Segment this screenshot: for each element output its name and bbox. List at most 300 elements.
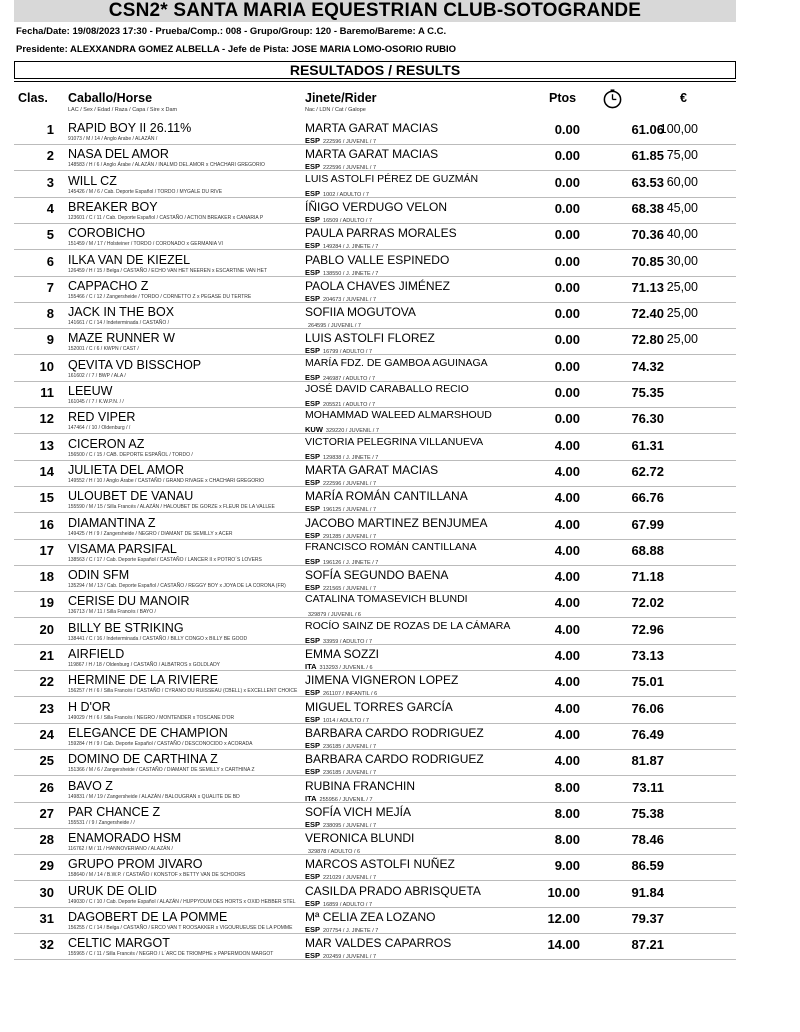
rider-license: 261107 / INFANTIL / 6 <box>323 691 378 698</box>
table-row <box>0 172 800 198</box>
rider-license: 33959 / ADULTO / 7 <box>323 638 373 645</box>
rider-nationality: ESP <box>305 635 321 645</box>
rider-nationality: ITA <box>305 662 317 671</box>
horse-name: RED VIPER <box>68 410 136 425</box>
rank: 31 <box>39 911 54 926</box>
table-row <box>0 908 800 934</box>
rider-nationality: ESP <box>305 504 321 514</box>
col-header-clas: Clas. <box>18 91 48 105</box>
table-row <box>0 435 800 461</box>
rider-nationality: ESP <box>305 399 321 408</box>
points: 4.00 <box>554 726 580 742</box>
rank: 2 <box>46 148 54 164</box>
rider-license: 16509 / ADULTO / 7 <box>323 217 373 224</box>
table-row <box>0 619 800 645</box>
rider-name: ROCÍO SAINZ DE ROZAS DE LA CÁMARA <box>305 619 511 632</box>
rider-name: BARBARA CARDO RODRIGUEZ <box>305 752 484 767</box>
rank: 20 <box>39 621 54 637</box>
rank: 18 <box>39 569 54 585</box>
rider-nationality: ESP <box>305 267 321 277</box>
table-row <box>0 592 800 618</box>
rider-nationality: ESP <box>305 583 321 593</box>
time: 72.80 <box>631 332 664 348</box>
time: 70.36 <box>631 227 664 243</box>
table-row <box>0 356 800 382</box>
rider-name: JACOBO MARTINEZ BENJUMEA <box>305 515 488 530</box>
time: 81.87 <box>631 753 664 769</box>
rank: 32 <box>39 937 54 953</box>
points: 4.00 <box>554 753 580 769</box>
rank: 22 <box>39 674 54 690</box>
table-row <box>0 540 800 566</box>
rider-name: FRANCISCO ROMÁN CANTILLANA <box>305 540 477 553</box>
horse-name: H D'OR <box>68 699 111 714</box>
points: 0.00 <box>554 358 580 374</box>
rider-nationality: ESP <box>305 951 321 961</box>
rank: 26 <box>39 779 54 795</box>
table-row <box>0 750 800 776</box>
prize-money: 45,00 <box>666 200 698 215</box>
horse-details: 149831 / M / 19 / Zangersheide / ALAZÁN / BALOUGRAN x QUALITE DE BD <box>68 793 240 800</box>
time: 72.96 <box>631 621 664 637</box>
time: 75.38 <box>631 805 664 821</box>
points: 9.00 <box>554 858 580 874</box>
rider-name: SOFÍA SEGUNDO BAENA <box>305 568 449 583</box>
rider-name: ÍÑIGO VERDUGO VELON <box>305 199 448 214</box>
rider-name: PAOLA CHAVES JIMÉNEZ <box>305 278 450 293</box>
horse-name: ILKA VAN DE KIEZEL <box>68 252 191 267</box>
time: 66.76 <box>631 490 664 506</box>
rider-license: 204673 / JUVENIL / 7 <box>323 296 377 303</box>
rank: 4 <box>46 200 54 216</box>
rank: 30 <box>39 884 54 900</box>
horse-name: GRUPO PROM JIVARO <box>68 857 203 872</box>
table-row <box>0 329 800 355</box>
horse-details: 91073 / M / 14 / Anglo Arabe / ALAZÁN / <box>68 136 158 142</box>
table-row <box>0 566 800 592</box>
prize-money: 30,00 <box>666 253 698 268</box>
rider-nationality: ESP <box>305 688 321 698</box>
horse-details: 155466 / C / 12 / Zangersheide / TORDO / CORNETTO Z x PEGASE DU TERTRE <box>68 293 252 300</box>
points: 4.00 <box>554 516 580 532</box>
rank: 19 <box>39 595 54 611</box>
rider-name: MARCOS ASTOLFI NUÑEZ <box>305 857 455 872</box>
rider-license: 329878 / ADULTO / 6 <box>308 849 361 856</box>
rider-license: 222596 / JUVENIL / 7 <box>323 165 377 172</box>
table-row <box>0 145 800 171</box>
rider-nationality: ESP <box>305 740 321 750</box>
points: 10.00 <box>547 884 580 900</box>
points: 4.00 <box>554 437 580 453</box>
horse-details: 159284 / H / 9 / Cab. Deporte Español / CASTAÑO / DESCONOCIDO x ACORADA <box>68 740 253 747</box>
rank: 17 <box>39 542 54 558</box>
rider-license: 196125 / JUVENIL / 7 <box>323 507 377 514</box>
rider-license: 149284 / J. JINETE / 7 <box>323 244 379 251</box>
points: 4.00 <box>554 595 580 611</box>
rider-name: RUBINA FRANCHIN <box>305 778 416 793</box>
rider-license: 329220 / JUVENIL / 7 <box>325 428 379 435</box>
officials-info: Presidente: ALEXXANDRA GOMEZ ALBELLA - Jefe de Pista: JOSE MARIA LOMO-OSORIO RUBIO <box>16 44 457 55</box>
rider-name: EMMA SOZZI <box>305 647 380 661</box>
rank: 13 <box>39 437 54 453</box>
horse-details: 145426 / M / 6 / Cab. Deporte Español / TORDO / MYGALE DU RIVE <box>68 188 223 195</box>
horse-details: 149030 / C / 10 / Cab. Deporte Español / ALAZÁN / HUPPYDUM DES HORTS x OXID HEBBER STEL <box>68 898 296 905</box>
rider-license: 1014 / ADULTO / 7 <box>323 717 369 724</box>
horse-name: URUK DE OLID <box>68 883 157 898</box>
prize-money: 40,00 <box>666 227 698 242</box>
points: 8.00 <box>554 805 580 821</box>
rank: 27 <box>39 805 54 821</box>
horse-details: 161602 / / 7 / BWP / ALA / <box>68 372 126 379</box>
rider-name: LUIS ASTOLFI PÉREZ DE GUZMÁN <box>305 172 479 185</box>
rider-name: CASILDA PRADO ABRISQUETA <box>305 883 481 898</box>
horse-details: 138441 / C / 16 / Indeterminada / CASTAÑO / BILLY CONGO x BILLY BE GOOD <box>68 635 248 642</box>
time: 76.30 <box>631 411 664 427</box>
rider-name: PABLO VALLE ESPINEDO <box>305 252 450 267</box>
table-row <box>0 251 800 277</box>
rider-name: PAULA PARRAS MORALES <box>305 226 457 241</box>
rider-license: 313293 / JUVENIL / 6 <box>319 665 373 671</box>
rider-nationality: ESP <box>305 241 321 251</box>
horse-name: LEEUW <box>68 384 113 398</box>
rider-license: 202459 / JUVENIL / 7 <box>323 954 377 961</box>
rank: 1 <box>46 122 54 137</box>
rider-name: MARTA GARAT MACIAS <box>305 121 439 135</box>
rider-license: 1002 / ADULTO / 7 <box>323 191 369 198</box>
horse-details: 147464 / / 10 / Oldenburg / / <box>68 425 131 432</box>
rider-nationality: ESP <box>305 293 321 303</box>
rider-license: 246987 / ADULTO / 7 <box>323 375 376 382</box>
time: 68.38 <box>631 200 664 216</box>
rider-name: MARÍA ROMÁN CANTILLANA <box>305 489 468 504</box>
points: 0.00 <box>554 306 580 322</box>
rider-license: 222596 / JUVENIL / 7 <box>323 139 377 145</box>
points: 4.00 <box>554 674 580 690</box>
rider-nationality: ESP <box>305 477 321 487</box>
horse-details: 123601 / C / 11 / Cab. Deporte Español / CASTAÑO / ACTION BREAKER x CANARIA P <box>68 214 264 221</box>
horse-name: AIRFIELD <box>68 647 125 661</box>
horse-name: ELEGANCE DE CHAMPION <box>68 725 228 740</box>
horse-name: CELTIC MARGOT <box>68 936 170 951</box>
horse-name: JACK IN THE BOX <box>68 305 175 320</box>
table-row <box>0 277 800 303</box>
horse-name: RAPID BOY II 26.11% <box>68 121 192 135</box>
table-row <box>0 224 800 250</box>
rider-name: VICTORIA PELEGRINA VILLANUEVA <box>305 435 484 448</box>
rider-nationality: ESP <box>305 714 321 724</box>
rank: 5 <box>46 227 54 243</box>
table-row <box>0 777 800 803</box>
table-row <box>0 934 800 960</box>
points: 4.00 <box>554 700 580 716</box>
horse-details: 135294 / M / 13 / Cab. Deporte Español / CASTAÑO / REGGY BOY x JOYA DE LA CORONA (FR) <box>68 583 286 590</box>
rank: 6 <box>46 253 54 269</box>
horse-details: 148583 / H / 6 / Anglo Árabe / ALAZÁN / INALMO DEL AMOR x CHACHARI GREGORIO <box>68 162 265 169</box>
rank: 23 <box>39 700 54 716</box>
rank: 10 <box>39 358 54 374</box>
clock-icon <box>602 88 623 109</box>
points: 0.00 <box>554 122 580 137</box>
page-title: CSN2* SANTA MARIA EQUESTRIAN CLUB-SOTOGRANDE <box>14 0 736 22</box>
rider-license: 129838 / J. JINETE / 7 <box>323 454 379 461</box>
rank: 8 <box>46 306 54 322</box>
time: 73.11 <box>632 779 664 795</box>
time: 72.02 <box>631 595 664 611</box>
time: 70.85 <box>631 253 664 269</box>
rider-license: 329879 / JUVENIL / 6 <box>308 612 361 619</box>
rider-nationality: ESP <box>305 372 321 382</box>
horse-name: ULOUBET DE VANAU <box>68 489 194 504</box>
horse-name: JULIETA DEL AMOR <box>68 462 185 477</box>
time: 91.84 <box>631 884 664 900</box>
rider-license: 138550 / J. JINETE / 7 <box>323 270 379 277</box>
time: 86.59 <box>631 858 664 874</box>
rank: 12 <box>39 411 54 427</box>
rider-license: 236185 / JUVENIL / 7 <box>323 770 377 777</box>
table-row <box>0 829 800 855</box>
time: 73.13 <box>631 648 664 663</box>
time: 76.06 <box>631 700 664 716</box>
points: 4.00 <box>554 490 580 506</box>
time: 61.06 <box>631 122 664 137</box>
points: 4.00 <box>554 463 580 479</box>
rider-license: 291285 / JUVENIL / 7 <box>323 533 377 540</box>
rider-nationality: ESP <box>305 819 321 829</box>
table-row <box>0 382 800 408</box>
points: 0.00 <box>554 279 580 295</box>
prize-money: 60,00 <box>666 174 698 189</box>
points: 4.00 <box>554 621 580 637</box>
rider-license: 264595 / JUVENIL / 7 <box>308 323 361 330</box>
time: 72.40 <box>631 306 664 322</box>
rider-name: MARÍA FDZ. DE GAMBOA AGUINAGA <box>305 356 488 369</box>
rider-name: VERONICA BLUNDI <box>305 831 415 846</box>
rank: 9 <box>46 332 54 348</box>
rider-name: MARTA GARAT MACIAS <box>305 462 439 477</box>
horse-details: 119867 / H / 18 / Oldenburg / CASTAÑO / ALBATROS x GOLDLADY <box>68 662 221 668</box>
horse-details: 161045 / / 7 / K.W.P.N. / / <box>68 399 124 405</box>
rank: 15 <box>39 490 54 506</box>
rider-name: CATALINA TOMASEVICH BLUNDI <box>305 593 468 606</box>
horse-details: 152001 / C / 6 / KWPN / CAST / <box>68 346 139 353</box>
horse-name: QEVITA VD BISSCHOP <box>68 357 202 372</box>
table-row <box>0 303 800 329</box>
col-subheader-horse: LAC / Sex / Edad / Raza / Capa / Sire x Dam <box>68 107 178 113</box>
rider-name: MOHAMMAD WALEED ALMARSHOUD <box>305 409 492 422</box>
rider-nationality: ESP <box>305 214 321 224</box>
table-row <box>0 882 800 908</box>
time: 75.01 <box>631 674 664 690</box>
points: 0.00 <box>554 174 580 190</box>
points: 4.00 <box>554 569 580 585</box>
col-header-rider: Jinete/Rider <box>305 91 377 105</box>
prize-money: 25,00 <box>666 332 698 347</box>
horse-name: MAZE RUNNER W <box>68 331 175 346</box>
prize-money: 100,00 <box>659 122 698 136</box>
table-row <box>0 461 800 487</box>
table-row <box>0 198 800 224</box>
horse-details: 138563 / C / 17 / Cab. Deporte Español / CASTAÑO / LANCER II x POTRO´S LOVERS <box>68 556 262 563</box>
rider-license: 221029 / JUVENIL / 7 <box>323 875 377 882</box>
prize-money: 75,00 <box>666 148 698 163</box>
horse-details: 149029 / H / 6 / Silla Francés / NEGRO / MONTENDER x TOSCANE D'OR <box>68 714 235 721</box>
divider <box>14 81 736 82</box>
horse-name: CICERON AZ <box>68 436 145 451</box>
rider-nationality: ESP <box>305 162 321 172</box>
points: 14.00 <box>547 937 580 953</box>
horse-name: BILLY BE STRIKING <box>68 620 184 635</box>
rider-nationality: ESP <box>305 898 321 908</box>
time: 78.46 <box>631 832 664 848</box>
horse-details: 155965 / C / 11 / Silla Francés / NEGRO / L´ARC DE TRIOMPHE x PAPERMOON MARGOT <box>68 951 274 958</box>
col-subheader-rider: Nac / LDN / Cat / Galope <box>305 107 366 113</box>
horse-details: 149425 / H / 9 / Zangersheide / NEGRO / DIAMANT DE SEMILLY x ACER <box>68 530 233 537</box>
horse-name: CAPPACHO Z <box>68 278 149 293</box>
table-row <box>0 855 800 881</box>
horse-name: DIAMANTINA Z <box>68 515 156 530</box>
horse-name: COROBICHO <box>68 226 146 241</box>
rider-nationality: ESP <box>305 530 321 540</box>
points: 4.00 <box>554 648 580 663</box>
results-heading: RESULTADOS / RESULTS <box>14 61 736 79</box>
rider-nationality: ITA <box>305 793 317 803</box>
rider-license: 221565 / JUVENIL / 7 <box>323 586 377 593</box>
table-row <box>0 119 800 145</box>
horse-name: DOMINO DE CARTHINA Z <box>68 752 218 767</box>
rank: 14 <box>39 463 54 479</box>
rider-nationality: ESP <box>305 136 321 145</box>
rider-name: LUIS ASTOLFI FLOREZ <box>305 331 435 346</box>
points: 0.00 <box>554 332 580 348</box>
time: 75.35 <box>631 385 664 400</box>
time: 79.37 <box>631 911 664 926</box>
rider-nationality: ESP <box>305 767 321 777</box>
rider-license: 196126 / J. JINETE / 7 <box>323 559 379 566</box>
rider-nationality: ESP <box>305 451 321 461</box>
horse-details: 116762 / M / 11 / HANNOVERIANO / ALAZÁN / <box>68 846 173 853</box>
horse-name: WILL CZ <box>68 173 117 188</box>
rider-name: JIMENA VIGNERON LOPEZ <box>305 673 459 688</box>
rider-name: SOFIIA MOGUTOVA <box>305 305 416 320</box>
rider-license: 16859 / ADULTO / 7 <box>323 901 373 908</box>
rank: 16 <box>39 516 54 532</box>
horse-details: 136713 / M / 11 / Silla Francés / BAYO / <box>68 609 156 616</box>
rider-name: MIGUEL TORRES GARCÍA <box>305 699 453 714</box>
horse-details: 155590 / M / 15 / Silla Francés / ALAZÁN / HALOUBET DE GORZE x FLEUR DE LA VALLEE <box>68 504 275 511</box>
prize-money: 25,00 <box>666 306 698 321</box>
horse-details: 156500 / C / 15 / CAB. DEPORTE ESPAÑOL / TORDO / <box>68 451 193 458</box>
horse-name: PAR CHANCE Z <box>68 804 161 819</box>
rider-license: 255956 / JUVENIL / 7 <box>319 796 373 803</box>
horse-details: 141661 / C / 14 / Indeterminada / CASTAÑO / <box>68 320 170 327</box>
rider-name: Mª CELIA ZEA LOZANO <box>305 910 436 924</box>
horse-name: BREAKER BOY <box>68 199 158 214</box>
points: 0.00 <box>554 385 580 400</box>
points: 0.00 <box>554 227 580 243</box>
points: 0.00 <box>554 253 580 269</box>
table-row <box>0 803 800 829</box>
rank: 21 <box>39 648 54 663</box>
points: 0.00 <box>554 200 580 216</box>
horse-name: ENAMORADO HSM <box>68 831 182 846</box>
time: 63.53 <box>631 174 664 190</box>
points: 4.00 <box>554 542 580 558</box>
points: 8.00 <box>554 779 580 795</box>
rank: 11 <box>40 385 54 400</box>
rider-license: 222596 / JUVENIL / 7 <box>323 480 377 487</box>
rider-license: 16799 / ADULTO / 7 <box>323 349 373 356</box>
table-row <box>0 698 800 724</box>
col-header-horse: Caballo/Horse <box>68 91 153 105</box>
rider-license: 207754 / J. JINETE / 7 <box>323 928 379 934</box>
points: 0.00 <box>554 411 580 427</box>
points: 12.00 <box>547 911 580 926</box>
time: 61.85 <box>631 148 664 164</box>
rider-nationality: ESP <box>305 346 321 356</box>
horse-details: 156257 / H / 6 / Silla Francés / CASTAÑO / CYRANO DU RUISSEAU (CBELL) x EXCELLENT CHOICE <box>68 688 298 695</box>
col-header-money: € <box>680 91 687 105</box>
rider-nationality: ESP <box>305 556 321 566</box>
rider-name: MARTA GARAT MACIAS <box>305 147 439 162</box>
horse-details: 158640 / M / 14 / B.W.P. / CASTAÑO / KONSTOF x BETTY VAN DE SCHOORS <box>68 872 246 879</box>
horse-details: 156255 / C / 14 / Belga / CASTAÑO / ERCO VAN T ROOSAKKER x VIGOURUEUSE DE LA POMME <box>68 925 293 931</box>
rank: 28 <box>39 832 54 848</box>
horse-name: VISAMA PARSIFAL <box>68 541 177 556</box>
time: 61.31 <box>631 437 664 453</box>
rider-name: MAR VALDES CAPARROS <box>305 936 452 951</box>
rider-name: SOFÍA VICH MEJÍA <box>305 804 412 819</box>
rider-license: 205521 / ADULTO / 7 <box>323 402 376 408</box>
horse-details: 149552 / H / 10 / Anglo Árabe / CASTAÑO / GRAND RIVAGE x CHACHARI GREGORIO <box>68 477 264 484</box>
rider-nationality: ESP <box>305 188 321 198</box>
horse-details: 155531 / / 9 / Zangersheide / / <box>68 819 135 826</box>
horse-details: 126459 / H / 15 / Belga / CASTAÑO / ECHO VAN HET NEEREN x ESCARTINE VAN HET <box>68 267 268 274</box>
prize-money: 25,00 <box>666 279 698 294</box>
rider-name: BARBARA CARDO RODRIGUEZ <box>305 725 484 740</box>
table-row <box>0 514 800 540</box>
col-header-pts: Ptos <box>549 91 577 105</box>
table-row <box>0 487 800 513</box>
row-divider <box>14 959 736 960</box>
time: 68.88 <box>631 542 664 558</box>
table-row <box>0 724 800 750</box>
horse-details: 151459 / M / 17 / Holsteiner / TORDO / CORONADO x GERMANIA VI <box>68 241 223 248</box>
horse-name: ODIN SFM <box>68 568 130 583</box>
time: 62.72 <box>631 463 664 479</box>
time: 71.13 <box>631 279 664 295</box>
rider-nationality: ESP <box>305 872 321 882</box>
horse-name: BAVO Z <box>68 778 113 793</box>
time: 74.32 <box>631 358 664 374</box>
time: 76.49 <box>631 726 664 742</box>
horse-details: 151366 / M / 6 / Zangersheide / CASTAÑO / DIAMANT DE SEMILLY x CARTHINA Z <box>68 767 255 774</box>
horse-name: CERISE DU MANOIR <box>68 594 190 609</box>
table-row <box>0 671 800 697</box>
rider-name: JOSÉ DAVID CARABALLO RECIO <box>305 383 469 395</box>
rank: 24 <box>39 726 54 742</box>
horse-name: HERMINE DE LA RIVIERE <box>68 673 219 688</box>
rider-nationality: KUW <box>305 425 323 435</box>
table-row <box>0 408 800 434</box>
rank: 29 <box>39 858 54 874</box>
rank: 3 <box>46 174 54 190</box>
rider-license: 236185 / JUVENIL / 7 <box>323 743 377 750</box>
time: 71.18 <box>631 569 664 585</box>
rank: 25 <box>39 753 54 769</box>
rider-nationality: ESP <box>305 925 321 934</box>
horse-name: DAGOBERT DE LA POMME <box>68 910 228 924</box>
rider-license: 238095 / JUVENIL / 7 <box>323 822 377 829</box>
